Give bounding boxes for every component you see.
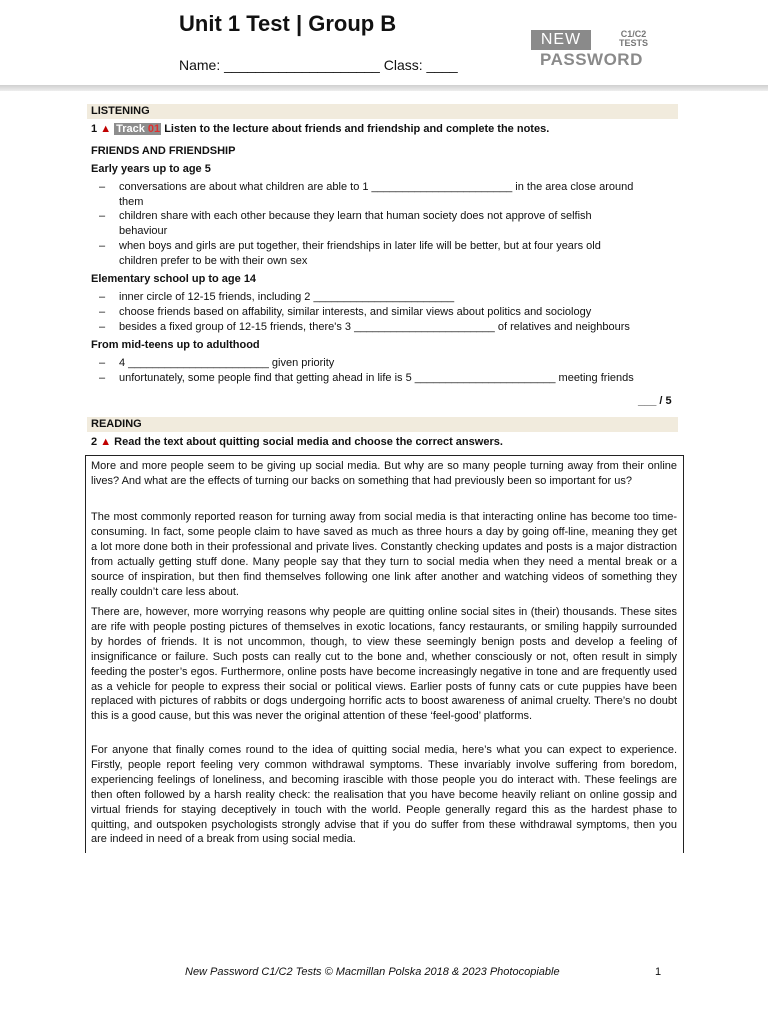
task-number: 2 bbox=[91, 436, 98, 448]
bullet-dash: – bbox=[99, 321, 106, 333]
header-divider bbox=[0, 85, 768, 91]
listening-score: ___ / 5 bbox=[638, 395, 672, 407]
bullet-dash: – bbox=[99, 357, 106, 369]
graduation-cap-icon: ▲ bbox=[100, 123, 112, 135]
section-heading: From mid-teens up to adulthood bbox=[91, 339, 260, 351]
listening-instruction bbox=[91, 122, 549, 137]
note-item: children prefer to be with their own sex bbox=[119, 255, 308, 267]
bullet-dash: – bbox=[99, 240, 106, 252]
note-item: them bbox=[119, 196, 144, 208]
note-item: unfortunately, some people find that getting ahead in life is 5 _______________________ meeting friends bbox=[119, 372, 634, 384]
bullet-dash: – bbox=[99, 291, 106, 303]
name-class-line: Name: ____________________ Class: ____ bbox=[179, 57, 458, 73]
task-number: 1 bbox=[91, 123, 98, 135]
bullet-dash: – bbox=[99, 210, 106, 222]
logo-tests: C1/C2 TESTS bbox=[619, 29, 649, 48]
section-heading: Early years up to age 5 bbox=[91, 163, 211, 175]
logo-password: PASSWORD bbox=[540, 50, 643, 69]
bullet-dash: – bbox=[99, 306, 106, 318]
note-item: choose friends based on affability, similar interests, and similar views about politics and sociology bbox=[119, 306, 592, 318]
note-item: when boys and girls are put together, their friendships in later life will be better, but at four years old bbox=[119, 240, 601, 252]
note-item: children share with each other because they learn that human society does not approve of selfish bbox=[119, 210, 592, 222]
page-number: 1 bbox=[655, 966, 662, 978]
reading-instruction bbox=[91, 435, 503, 450]
new-password-logo bbox=[531, 30, 651, 68]
logo-new: NEW bbox=[531, 30, 591, 50]
listening-heading: LISTENING bbox=[87, 104, 678, 119]
page-title: Unit 1 Test | Group B bbox=[179, 11, 397, 36]
footer-copyright: New Password C1/C2 Tests © Macmillan Polska 2018 & 2023 Photocopiable bbox=[185, 966, 560, 978]
note-item: 4 _______________________ given priority bbox=[119, 357, 335, 369]
reading-paragraph: There are, however, more worrying reasons why people are quitting online social sites in (their) thousands. These sites are rife with people posting pictures of themselves in exotic locations, fancy restaurants, or smiling happily surrounded by hordes of friends. It is not uncommon, though, to view these seemingly benign posts and develop a feeling of insignificance or failure. Such posts can really cut to the bone and, whether consciously or not, often result in simply feeding the poster’s egos. Furthermore, online posts have become increasingly negative in tone and are frequently used as a vehicle for people to express their social or political views. Earlier posts of funny cats or cute puppies have been replaced with pictures of rabbits or dogs undergoing horrific acts to boost awareness of animal cruelty. There’s no doubt this is a good cause, but this was never the original attention of these ‘feel-good’ platforms. bbox=[91, 606, 677, 723]
track-number: 01 bbox=[147, 123, 161, 135]
graduation-cap-icon: ▲ bbox=[100, 436, 112, 448]
reading-paragraph: For anyone that finally comes round to the idea of quitting social media, here’s what you can expect to experience. Firstly, people report feeling very common withdrawal symptoms. These invariably involve suffering from boredom, experiencing feelings of loneliness, and becoming irascible with those people you do interact with. These feelings are then often followed by a harsh reality check: the realisation that you have become heavily reliant on online gossip and virtual friends for staying deceptively in touch with the world. People generally regard this as the hardest phase to quitting, and outspoken psychologists strongly advise that if you do suffer from these withdrawal symptoms, then you are indeed in need of a break from using social media. bbox=[91, 744, 677, 846]
reading-paragraph: The most commonly reported reason for turning away from social media is that interacting online has become too time-consuming. In fact, some people claim to have saved as much as three hours a day by going off-line, meaning they get a lot more done both in their professional and private lives. Constantly checking updates and posts is a major distraction from actually getting stuff done. Many people say that they turn to social media when they need a mental break or a source of inspiration, but then find themselves following one link after another and watching videos of something they really couldn’t care less about. bbox=[91, 511, 677, 598]
section-heading: Elementary school up to age 14 bbox=[91, 273, 257, 285]
note-item: besides a fixed group of 12-15 friends, there's 3 _______________________ of relatives and neighbours bbox=[119, 321, 630, 333]
note-item: inner circle of 12-15 friends, including 2 _______________________ bbox=[119, 291, 455, 303]
note-item: behaviour bbox=[119, 225, 168, 237]
reading-heading: READING bbox=[87, 417, 678, 432]
notes-title: FRIENDS AND FRIENDSHIP bbox=[91, 145, 236, 157]
reading-paragraph: More and more people seem to be giving up social media. But why are so many people turning away from their online lives? And what are the effects of turning our backs on something that had previously been so important for us? bbox=[91, 460, 677, 487]
bullet-dash: – bbox=[99, 372, 106, 384]
instruction-text: Read the text about quitting social media and choose the correct answers. bbox=[114, 436, 503, 448]
bullet-dash: – bbox=[99, 181, 106, 193]
note-item: conversations are about what children are able to 1 _______________________ in the area close around bbox=[119, 181, 634, 193]
track-label: Track bbox=[116, 123, 145, 135]
instruction-text: Listen to the lecture about friends and friendship and complete the notes. bbox=[164, 123, 550, 135]
